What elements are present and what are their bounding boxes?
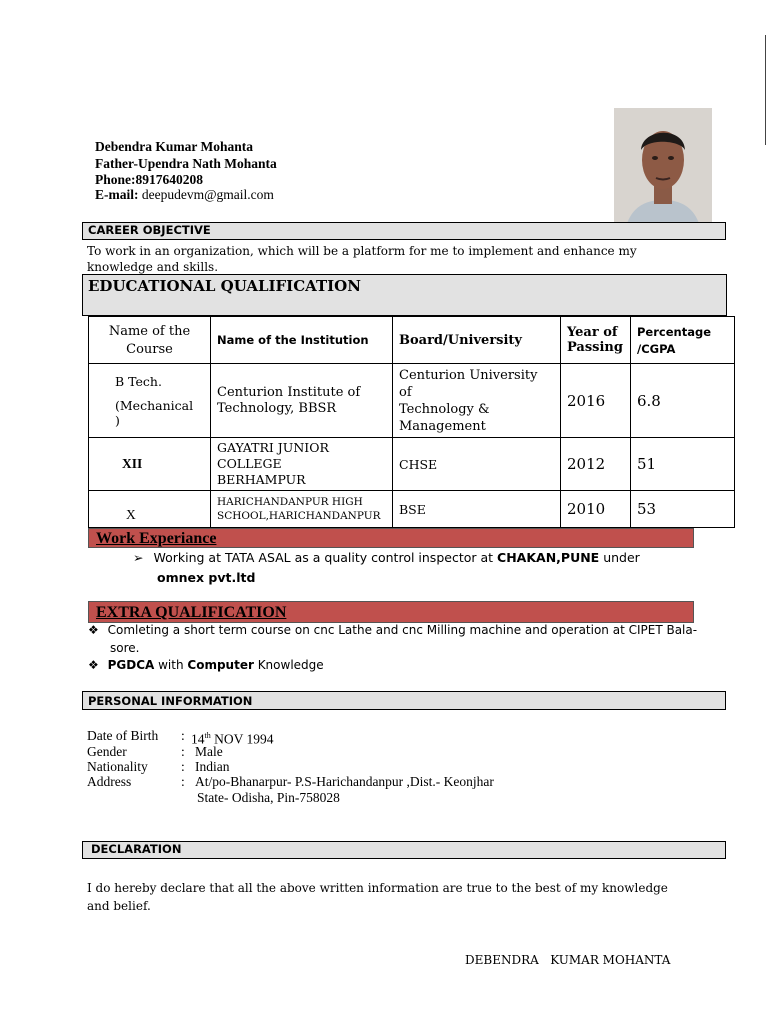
row2-inst-l2: BERHAMPUR [217, 472, 306, 487]
father-name: Father-Upendra Nath Mohanta [95, 156, 277, 171]
work-line-1 [133, 550, 640, 565]
row2-inst-l1: GAYATRI JUNIOR COLLEGE [217, 440, 329, 471]
page-edge-line [765, 35, 766, 145]
header-pct-l1: Percentage [637, 324, 711, 339]
declaration-text-1: I do hereby declare that all the above written information are true to the best of my knowledge [87, 881, 668, 895]
dob-day: 14 [191, 731, 205, 747]
table-row [89, 438, 735, 491]
career-objective-text-2: knowledge and skills. [87, 260, 219, 274]
row1-board-l1: Centurion University of [399, 367, 538, 400]
person-portrait-icon [614, 108, 712, 236]
dob-rest: NOV 1994 [210, 731, 274, 747]
row1-board-l3: Management [399, 418, 486, 434]
extra-qualification-heading: EXTRA QUALIFICATION [88, 601, 694, 623]
row2-pct: 51 [631, 438, 735, 491]
row3-inst-l1: HARICHANDANPUR HIGH [217, 496, 363, 508]
nationality-colon: : [181, 759, 185, 774]
extra-item-2-c: Computer [187, 658, 254, 672]
header-course-l2: Course [126, 341, 173, 357]
work-text-a: Working at TATA ASAL as a quality control inspector at [153, 550, 498, 565]
row1-board [393, 364, 561, 438]
education-heading-text: EDUCATIONAL QUALIFICATION [88, 277, 361, 295]
row3-inst-l2: SCHOOL,HARICHANDANPUR [217, 510, 381, 522]
address-label: Address [87, 774, 132, 789]
row2-institution [211, 438, 393, 491]
declaration-heading: DECLARATION [82, 841, 726, 859]
extra-item-1 [88, 623, 697, 637]
diamond-bullet-icon: ❖ [88, 658, 99, 672]
row1-inst-l1: Centurion Institute of [217, 384, 361, 400]
header-percentage [631, 317, 735, 364]
arrow-bullet-icon: ➢ [133, 550, 144, 565]
row1-course-l3: ) [115, 412, 120, 428]
email-line [95, 186, 274, 203]
extra-item-2-a: PGDCA [107, 658, 155, 672]
row1-course [89, 364, 211, 438]
work-text-c: under [599, 550, 640, 565]
row1-pct: 6.8 [631, 364, 735, 438]
profile-photo [614, 108, 712, 236]
dob-colon: : [181, 728, 185, 743]
address-line-1: At/po-Bhanarpur- P.S-Harichandanpur ,Dist.- Keonjhar [195, 774, 494, 789]
header-year [561, 317, 631, 364]
career-objective-heading: CAREER OBJECTIVE [82, 222, 726, 240]
header-institution: Name of the Institution [211, 317, 393, 364]
work-experience-heading: Work Experiance [88, 528, 694, 548]
dob-sup: th [204, 731, 211, 740]
nationality-value: Indian [195, 759, 230, 774]
career-objective-text-1: To work in an organization, which will be a platform for me to implement and enhance my [87, 244, 637, 258]
row3-year: 2010 [561, 491, 631, 528]
declaration-text-2: and belief. [87, 899, 151, 913]
header-course-l1: Name of the [108, 323, 191, 339]
table-row [89, 491, 735, 528]
row1-institution [211, 364, 393, 438]
nationality-label: Nationality [87, 759, 148, 774]
row2-course: XII [89, 438, 211, 491]
header-course [89, 317, 211, 364]
address-colon: : [181, 774, 185, 789]
row3-pct: 53 [631, 491, 735, 528]
extra-item-2-b: with [154, 658, 188, 672]
phone: Phone:8917640208 [95, 172, 203, 187]
work-line-2: omnex pvt.ltd [157, 570, 256, 585]
table-row [89, 364, 735, 438]
personal-info-heading: PERSONAL INFORMATION [82, 691, 726, 710]
dob-label: Date of Birth [87, 728, 159, 743]
header-year-l2: Passing [567, 340, 623, 355]
work-text-b: CHAKAN,PUNE [497, 550, 600, 565]
address-line-2: State- Odisha, Pin-758028 [197, 790, 340, 805]
row1-course-l1: B Tech. [115, 373, 162, 389]
candidate-name: Debendra Kumar Mohanta [95, 139, 254, 154]
email-value: deepudevm@gmail.com [141, 187, 274, 202]
extra-item-2 [88, 658, 324, 672]
gender-label: Gender [87, 744, 127, 759]
header-board: Board/University [393, 317, 561, 364]
header-year-l1: Year of [567, 325, 618, 340]
row3-institution [211, 491, 393, 528]
signature: DEBENDRA KUMAR MOHANTA [465, 953, 671, 967]
row3-course: X [89, 491, 211, 528]
table-header-row [89, 317, 735, 364]
email-label: E-mail: [95, 187, 139, 202]
extra-item-2-d: Knowledge [253, 658, 324, 672]
row2-board: CHSE [393, 438, 561, 491]
education-table [88, 316, 735, 528]
education-heading [82, 274, 727, 316]
gender-value: Male [195, 744, 223, 759]
extra-item-1-l1: Comleting a short term course on cnc Lathe and cnc Milling machine and operation at CIPET Bala- [107, 623, 698, 637]
extra-item-1-l2: sore. [110, 641, 140, 655]
row1-board-l2: Technology & [399, 401, 490, 417]
row1-course-l2: (Mechanical [115, 397, 194, 413]
diamond-bullet-icon: ❖ [88, 623, 99, 637]
row1-inst-l2: Technology, BBSR [217, 400, 337, 416]
row2-year: 2012 [561, 438, 631, 491]
gender-colon: : [181, 744, 185, 759]
row3-board: BSE [393, 491, 561, 528]
row1-year: 2016 [561, 364, 631, 438]
header-pct-l2: /CGPA [637, 341, 676, 356]
